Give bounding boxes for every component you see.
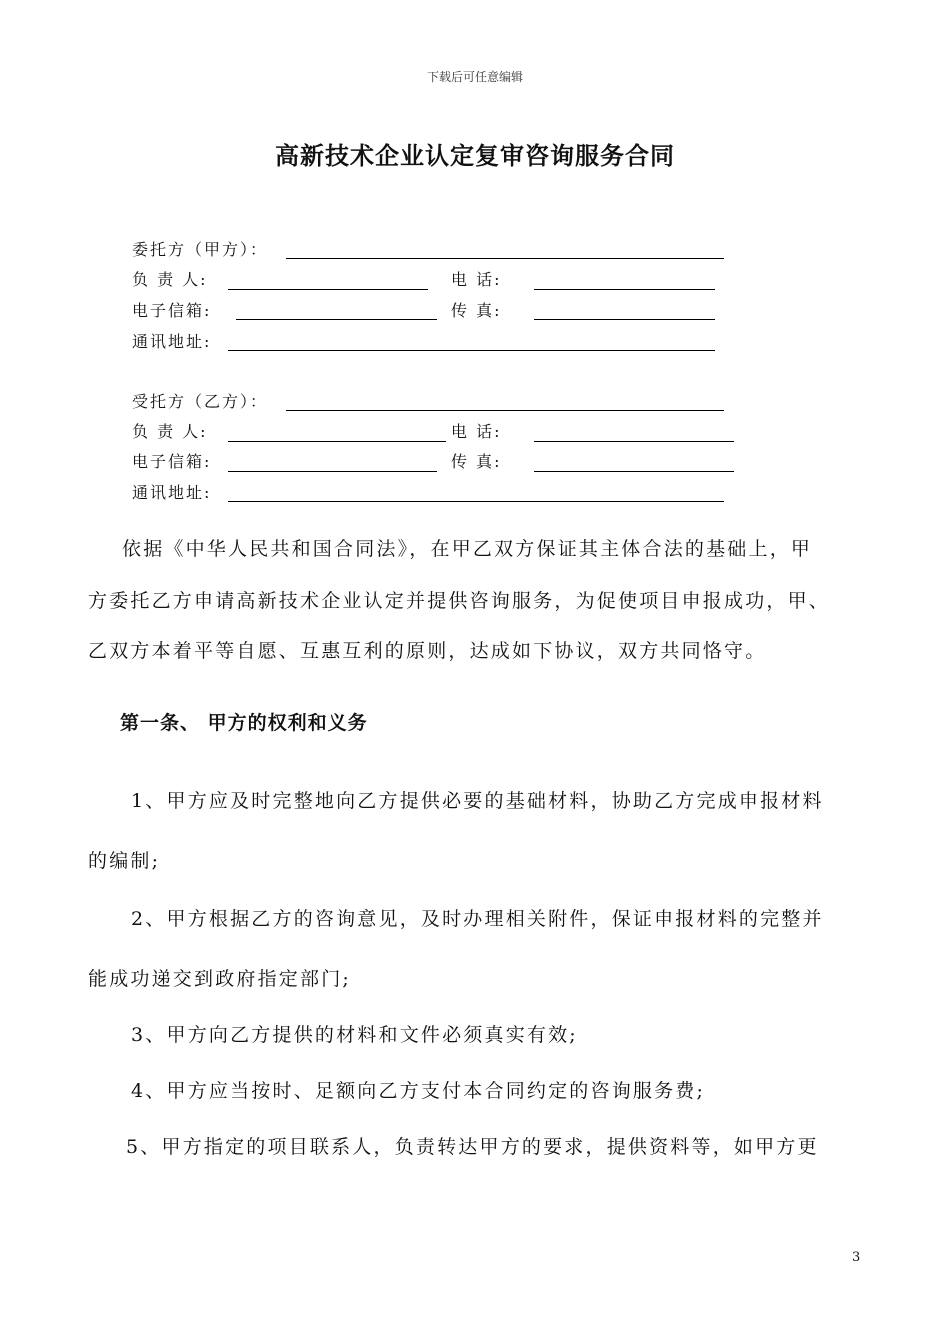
article-1-item-1-line-1: 1、甲方应及时完整地向乙方提供必要的基础材料，协助乙方完成申报材料 [131,790,824,812]
party-b-person-label: 负 责 人: [132,422,208,441]
party-b-fax-label: 传 真: [451,452,502,471]
party-a-fax-line [534,319,715,320]
article-1-item-4: 4、甲方应当按时、足额向乙方支付本合同约定的咨询服务费; [131,1080,706,1102]
party-a-name-label: 委托方（甲方）： [132,240,269,259]
intro-line-2: 方委托乙方申请高新技术企业认定并提供咨询服务，为促使项目申报成功，甲、 [88,590,831,612]
party-b-address-label: 通讯地址: [132,483,212,502]
header-note: 下载后可任意编辑 [426,70,523,84]
article-1-item-2-line-1: 2、甲方根据乙方的咨询意见，及时办理相关附件，保证申报材料的完整并 [131,908,824,930]
party-a-email-label: 电子信箱: [132,301,212,320]
party-b-phone-label: 电 话: [451,422,502,441]
party-a-name-line [286,258,724,259]
intro-line-3: 乙双方本着平等自愿、互惠互利的原则，达成如下协议，双方共同恪守。 [88,640,767,662]
party-b-address-line [228,501,724,502]
party-b-email-line [228,471,437,472]
party-a-email-line [236,319,437,320]
document-title: 高新技术企业认定复审咨询服务合同 [275,141,675,170]
party-a-fax-label: 传 真: [451,301,502,320]
party-b-email-label: 电子信箱: [132,452,212,471]
party-b-name-label: 受托方（乙方）： [132,392,269,411]
party-a-person-label: 负 责 人: [132,270,208,289]
intro-line-1: 依据《中华人民共和国合同法》，在甲乙双方保证其主体合法的基础上，甲 [122,538,813,560]
party-a-address-label: 通讯地址: [132,332,212,351]
page-number: 3 [852,1250,861,1265]
party-a-phone-line [534,289,715,290]
party-b-phone-line [534,441,734,442]
party-a-person-line [228,289,428,290]
party-b-fax-line [534,471,734,472]
article-1-item-5: 5、甲方指定的项目联系人，负责转达甲方的要求，提供资料等，如甲方更 [126,1136,819,1158]
article-1-item-2-line-2: 能成功递交到政府指定部门; [88,968,352,990]
party-a-address-line [228,350,715,351]
party-a-phone-label: 电 话: [451,270,502,289]
article-1-item-1-line-2: 的编制; [88,850,161,872]
article-1-item-3: 3、甲方向乙方提供的材料和文件必须真实有效; [131,1024,578,1046]
article-1-heading: 第一条、 甲方的权利和义务 [120,712,368,734]
party-b-name-line [286,410,724,411]
party-b-person-line [228,441,446,442]
